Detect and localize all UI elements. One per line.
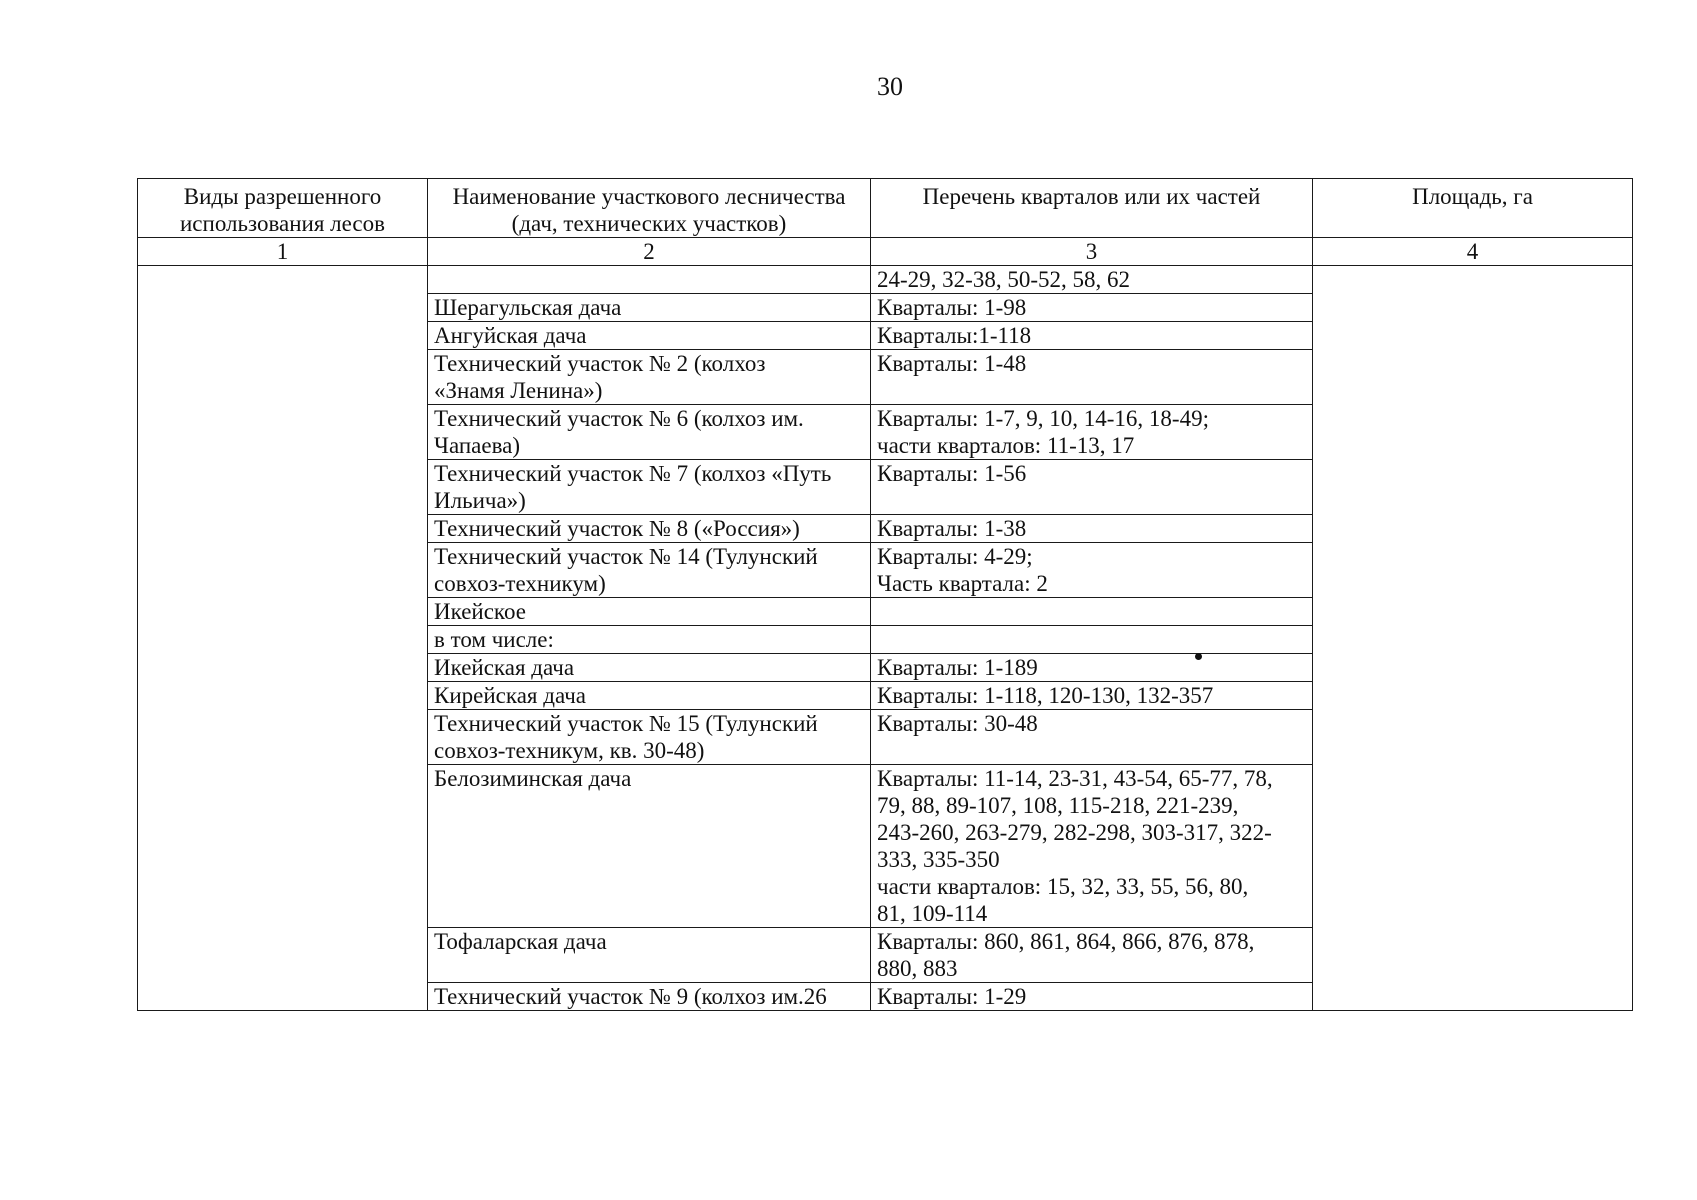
forestry-name-line: Икейская дача (434, 655, 575, 680)
quarters-line: Кварталы: 30-48 (877, 711, 1038, 736)
forestry-name-line: Технический участок № 9 (колхоз им.26 (434, 984, 827, 1009)
quarters-cell (871, 626, 1313, 654)
forestry-name-line: Ангуйская дача (434, 323, 587, 348)
forestry-name-cell (428, 928, 871, 983)
forestry-name-cell (428, 626, 871, 654)
forestry-name-line: «Знамя Ленина») (434, 378, 603, 403)
forestry-name-cell (428, 405, 871, 460)
quarters-line: 243-260, 263-279, 282-298, 303-317, 322- (877, 820, 1272, 845)
column-number: 2 (428, 238, 871, 266)
quarters-cell (871, 983, 1313, 1011)
forestry-name-cell (428, 598, 871, 626)
quarters-cell (871, 322, 1313, 350)
quarters-line: Кварталы: 1-189 (877, 655, 1038, 680)
quarters-cell (871, 682, 1313, 710)
quarters-line: Кварталы: 1-98 (877, 295, 1027, 320)
forestry-name-cell (428, 543, 871, 598)
header-use-types: Виды разрешенного использования лесов (138, 179, 428, 238)
column-number-row (138, 238, 1633, 266)
forestry-name-line: Кирейская дача (434, 683, 587, 708)
forestry-name-line: Технический участок № 15 (Тулунский (434, 711, 818, 736)
forest-use-table (137, 178, 1633, 1011)
header-quarters-list: Перечень кварталов или их частей (871, 179, 1313, 238)
forestry-name-line: Икейское (434, 599, 526, 624)
quarters-cell (871, 710, 1313, 765)
area-cell (1313, 266, 1633, 1011)
forestry-name-cell (428, 710, 871, 765)
quarters-cell (871, 543, 1313, 598)
table-row (138, 266, 1633, 294)
quarters-line: части кварталов: 11-13, 17 (877, 433, 1135, 458)
quarters-line: Кварталы: 11-14, 23-31, 43-54, 65-77, 78, (877, 766, 1273, 791)
quarters-line: Кварталы: 1-38 (877, 516, 1027, 541)
quarters-line: Кварталы:1-118 (877, 323, 1032, 348)
table-header-row (138, 179, 1633, 238)
quarters-cell (871, 350, 1313, 405)
quarters-line: Кварталы: 1-48 (877, 351, 1027, 376)
header-area: Площадь, га (1313, 179, 1633, 238)
forestry-name-cell (428, 350, 871, 405)
quarters-line: Кварталы: 4-29; (877, 544, 1033, 569)
forestry-name-cell (428, 515, 871, 543)
forestry-name-line: Белозиминская дача (434, 766, 632, 791)
quarters-line: 333, 335-350 (877, 847, 1000, 872)
quarters-line: части кварталов: 15, 32, 33, 55, 56, 80, (877, 874, 1249, 899)
forestry-name-line: Технический участок № 2 (колхоз (434, 351, 766, 376)
forestry-name-cell (428, 983, 871, 1011)
quarters-cell (871, 405, 1313, 460)
quarters-line: Кварталы: 1-7, 9, 10, 14-16, 18-49; (877, 406, 1209, 431)
quarters-line: Кварталы: 1-29 (877, 984, 1027, 1009)
quarters-cell (871, 598, 1313, 626)
quarters-cell (871, 765, 1313, 928)
quarters-cell (871, 515, 1313, 543)
quarters-line: Кварталы: 1-56 (877, 461, 1027, 486)
forestry-name-line: Чапаева) (434, 433, 521, 458)
forestry-name-cell (428, 266, 871, 294)
forestry-name-cell (428, 460, 871, 515)
forestry-name-cell (428, 654, 871, 682)
quarters-line: 79, 88, 89-107, 108, 115-218, 221-239, (877, 793, 1239, 818)
forestry-name-line: Ильича») (434, 488, 526, 513)
quarters-line: Кварталы: 1-118, 120-130, 132-357 (877, 683, 1214, 708)
quarters-line: 880, 883 (877, 956, 958, 981)
forestry-name-line: Технический участок № 14 (Тулунский (434, 544, 818, 569)
forestry-name-cell (428, 322, 871, 350)
column-number: 1 (138, 238, 428, 266)
forestry-name-cell (428, 294, 871, 322)
quarters-line: 24-29, 32-38, 50-52, 58, 62 (877, 267, 1130, 292)
quarters-line: 81, 109-114 (877, 901, 988, 926)
forestry-name-line: Технический участок № 8 («Россия») (434, 516, 800, 541)
column-number: 3 (871, 238, 1313, 266)
quarters-cell (871, 460, 1313, 515)
forestry-name-line: в том числе: (434, 627, 554, 652)
use-type-cell (138, 266, 428, 1011)
forestry-name-cell (428, 682, 871, 710)
forestry-name-line: Технический участок № 7 (колхоз «Путь (434, 461, 832, 486)
quarters-cell (871, 294, 1313, 322)
forestry-name-line: Технический участок № 6 (колхоз им. (434, 406, 804, 431)
forestry-name-line: совхоз-техникум) (434, 571, 606, 596)
quarters-cell (871, 928, 1313, 983)
bullet-dot (1195, 653, 1202, 660)
forestry-name-line: Тофаларская дача (434, 929, 607, 954)
page-number: 30 (877, 72, 903, 101)
quarters-line: Часть квартала: 2 (877, 571, 1048, 596)
header-forestry-name: Наименование участкового лесничества (дач, технических участков) (428, 179, 871, 238)
quarters-cell (871, 654, 1313, 682)
forestry-name-line: совхоз-техникум, кв. 30-48) (434, 738, 705, 763)
quarters-cell (871, 266, 1313, 294)
column-number: 4 (1313, 238, 1633, 266)
forestry-name-line: Шерагульская дача (434, 295, 622, 320)
quarters-line: Кварталы: 860, 861, 864, 866, 876, 878, (877, 929, 1255, 954)
forestry-name-cell (428, 765, 871, 928)
